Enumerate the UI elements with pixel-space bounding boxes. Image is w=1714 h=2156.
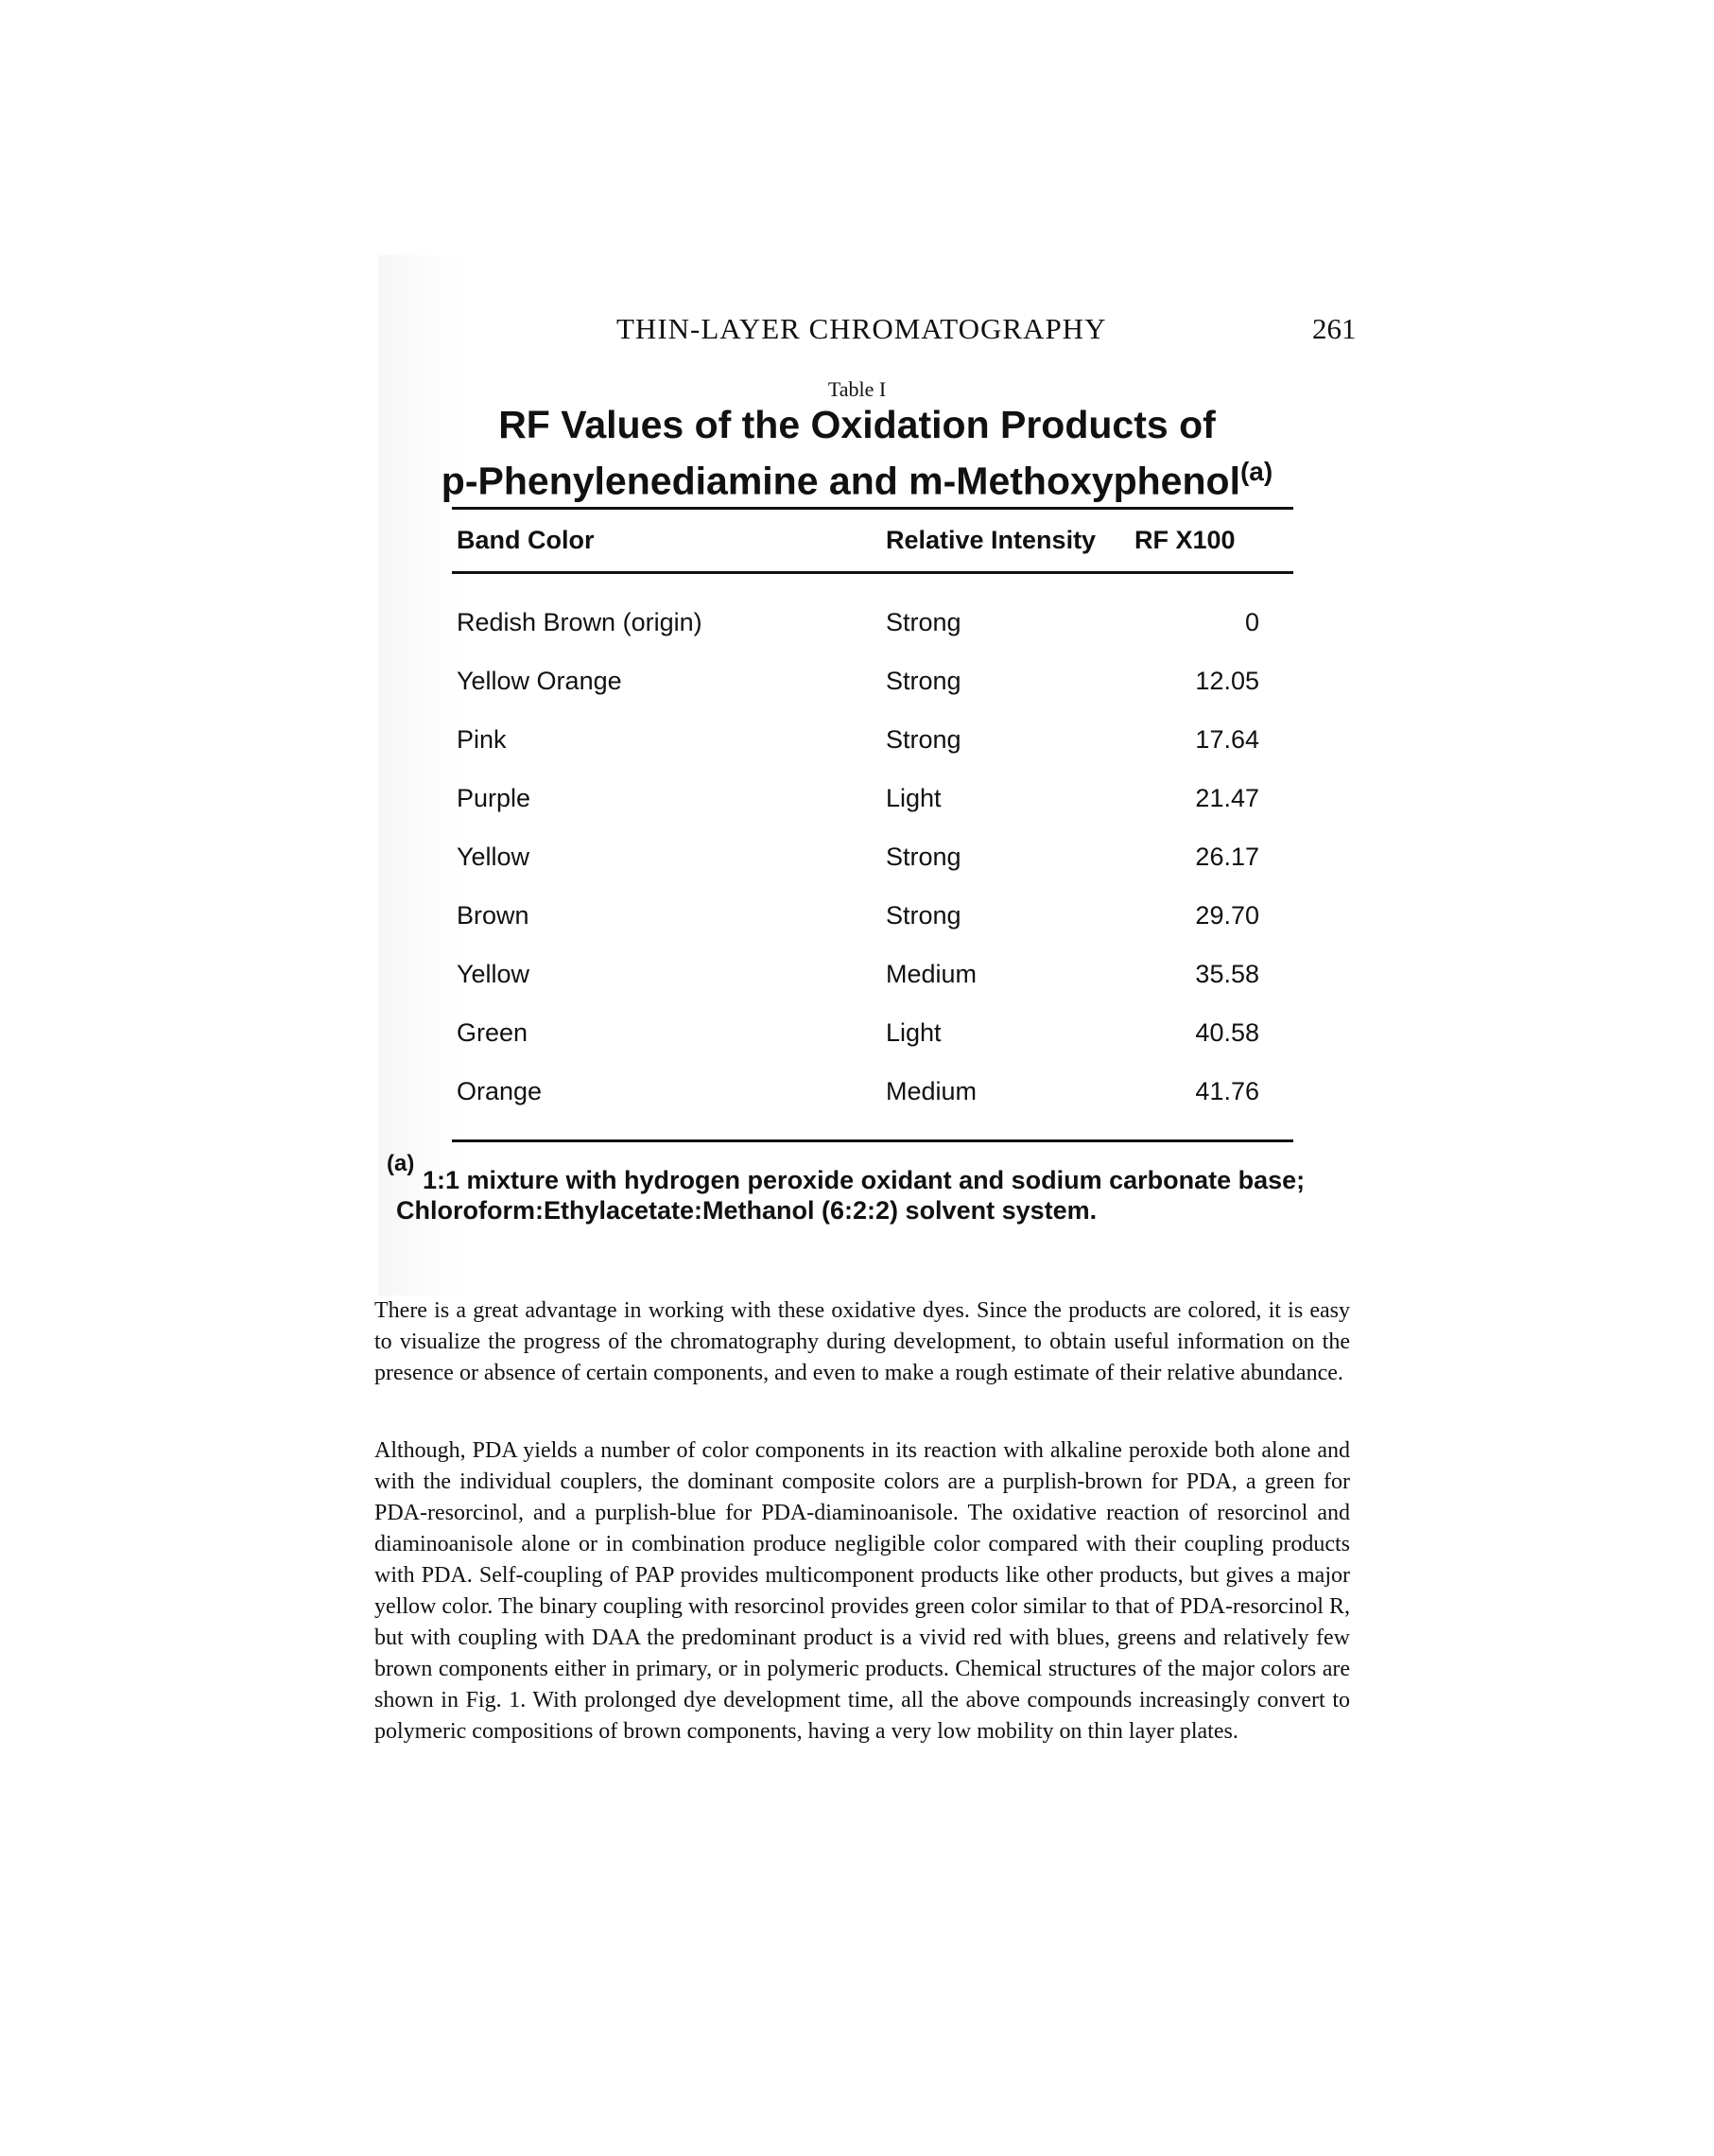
cell-intensity: Strong bbox=[886, 843, 961, 871]
cell-rf: 17.64 bbox=[1195, 725, 1259, 754]
footnote-mark: (a) bbox=[387, 1151, 415, 1176]
cell-band-color: Purple bbox=[457, 784, 531, 812]
cell-band-color: Orange bbox=[457, 1077, 543, 1105]
body-paragraph-2: Although, PDA yields a number of color components in its reaction with alkaline peroxide both alone and with the individual couplers, the dominant composite colors are a purplish-brown for PDA, a green for PDA-resorcinol, and a purplish-blue for PDA-diaminoanisole. The oxidative reaction of resorcinol and diaminoanisole alone or in combination produce negligible color compared with their coupling products with PDA. Self-coupling of PAP provides multicomponent products like other products, but gives a major yellow color. The binary coupling with resorcinol provides green color similar to that of PDA-resorcinol R, but with coupling with DAA the predominant product is a vivid red with blues, greens and relatively few brown components either in primary, or in polymeric products. Chemical structures of the major colors are shown in Fig. 1. With prolonged dye development time, all the above compounds increasingly convert to polymeric compositions of brown components, having a very low mobility on thin layer plates. bbox=[374, 1438, 1350, 1744]
cell-intensity: Strong bbox=[886, 667, 961, 695]
column-header-relative-intensity: Relative Intensity bbox=[886, 526, 1097, 554]
cell-band-color: Yellow bbox=[457, 960, 530, 988]
cell-intensity: Strong bbox=[886, 725, 961, 754]
cell-rf: 35.58 bbox=[1195, 960, 1259, 988]
cell-rf: 21.47 bbox=[1195, 784, 1259, 812]
cell-intensity: Medium bbox=[886, 1077, 978, 1105]
running-head: THIN-LAYER CHROMATOGRAPHY bbox=[616, 312, 1107, 345]
cell-rf: 26.17 bbox=[1195, 843, 1259, 871]
table-header-rule bbox=[452, 571, 1293, 574]
column-header-rf: RF X100 bbox=[1134, 526, 1236, 554]
table-bottom-rule bbox=[452, 1139, 1293, 1142]
cell-band-color: Pink bbox=[457, 725, 507, 754]
column-header-band-color: Band Color bbox=[457, 526, 595, 554]
cell-rf: 29.70 bbox=[1195, 901, 1259, 930]
cell-rf: 12.05 bbox=[1195, 667, 1259, 695]
cell-band-color: Green bbox=[457, 1018, 528, 1047]
cell-rf: 41.76 bbox=[1195, 1077, 1259, 1105]
table-title bbox=[0, 401, 1714, 505]
table-footnote bbox=[396, 1165, 1330, 1226]
footnote-line1: 1:1 mixture with hydrogen peroxide oxidant and sodium carbonate base; bbox=[423, 1166, 1306, 1194]
cell-band-color: Yellow Orange bbox=[457, 667, 622, 695]
cell-band-color: Yellow bbox=[457, 843, 530, 871]
cell-band-color: Brown bbox=[457, 901, 529, 930]
cell-rf: 0 bbox=[1244, 608, 1259, 636]
cell-band-color: Redish Brown (origin) bbox=[457, 608, 702, 636]
body-paragraph-1: There is a great advantage in working with these oxidative dyes. Since the products are colored, it is easy to visualize the progress of the chromatography during development, to obtain useful information on the presence or absence of certain components, and even to make a rough estimate of their relative abundance. bbox=[374, 1298, 1350, 1385]
table-top-rule bbox=[452, 507, 1293, 510]
cell-intensity: Strong bbox=[886, 901, 961, 930]
table-title-line2-text: p-Phenylenediamine and m-Methoxyphenol bbox=[441, 459, 1240, 503]
table-title-line2 bbox=[0, 448, 1714, 505]
page-number: 261 bbox=[1312, 312, 1357, 345]
cell-intensity: Light bbox=[886, 1018, 942, 1047]
table-title-superscript: (a) bbox=[1239, 457, 1273, 486]
table-label: Table I bbox=[827, 377, 887, 401]
cell-rf: 40.58 bbox=[1195, 1018, 1259, 1047]
table-title-line1: RF Values of the Oxidation Products of bbox=[498, 403, 1216, 446]
cell-intensity: Strong bbox=[886, 608, 961, 636]
cell-intensity: Light bbox=[886, 784, 942, 812]
cell-intensity: Medium bbox=[886, 960, 978, 988]
footnote-line2: Chloroform:Ethylacetate:Methanol (6:2:2) solvent system. bbox=[396, 1196, 1098, 1225]
